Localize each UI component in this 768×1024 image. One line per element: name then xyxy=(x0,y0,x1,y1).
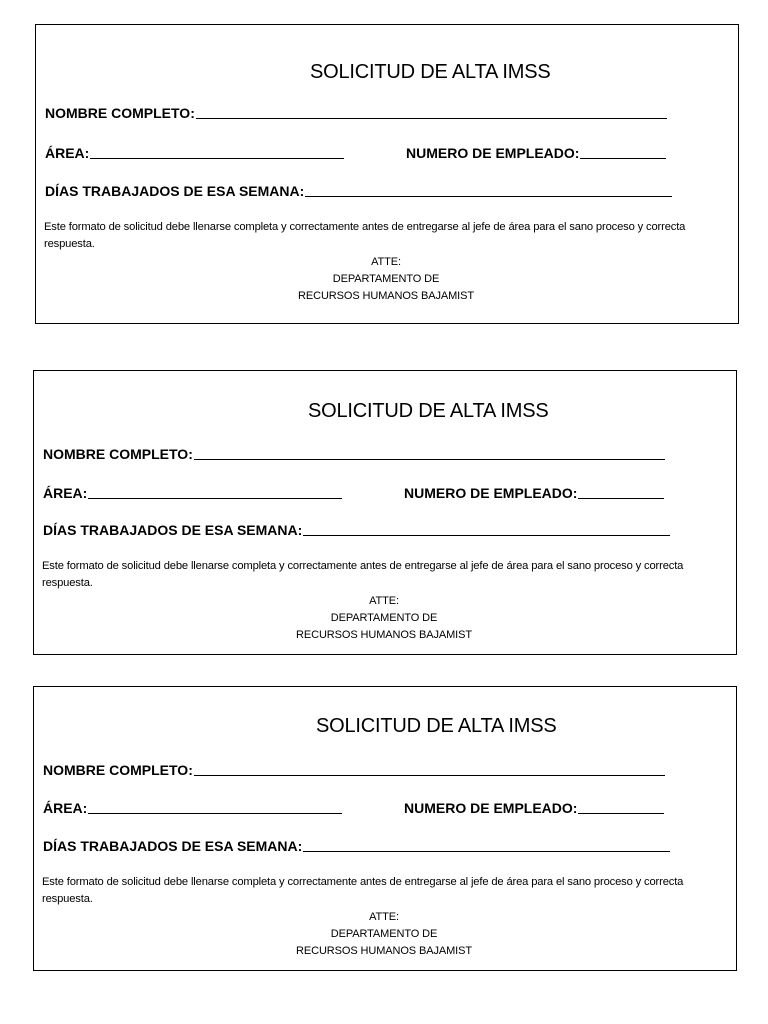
department-line-1: DEPARTAMENTO DE xyxy=(330,928,438,940)
area-blank-line[interactable] xyxy=(90,157,344,159)
nombre-label: NOMBRE COMPLETO: xyxy=(43,762,193,778)
form-card xyxy=(35,24,739,324)
nombre-blank-line[interactable] xyxy=(196,117,667,119)
dias-blank-line[interactable] xyxy=(303,850,670,852)
area-label: ÁREA: xyxy=(43,800,88,816)
nombre-blank-line[interactable] xyxy=(194,774,665,776)
empleado-field[interactable] xyxy=(404,485,664,501)
department-line-2: RECURSOS HUMANOS BAJAMIST xyxy=(298,290,474,302)
dias-label: DÍAS TRABAJADOS DE ESA SEMANA: xyxy=(43,838,303,854)
dias-label: DÍAS TRABAJADOS DE ESA SEMANA: xyxy=(43,522,303,538)
form-title: SOLICITUD DE ALTA IMSS xyxy=(308,400,549,422)
atte-label: ATTE: xyxy=(371,256,401,268)
empleado-label: NUMERO DE EMPLEADO: xyxy=(404,800,578,816)
signature-block xyxy=(276,254,496,305)
area-label: ÁREA: xyxy=(45,145,90,161)
empleado-field[interactable] xyxy=(404,800,664,816)
empleado-blank-line[interactable] xyxy=(578,812,664,814)
form-title: SOLICITUD DE ALTA IMSS xyxy=(316,715,557,737)
nombre-field[interactable] xyxy=(45,105,667,121)
form-card xyxy=(33,686,737,971)
signature-block xyxy=(274,909,494,960)
atte-label: ATTE: xyxy=(369,911,399,923)
dias-field[interactable] xyxy=(45,183,672,199)
department-line-2: RECURSOS HUMANOS BAJAMIST xyxy=(296,945,472,957)
empleado-label: NUMERO DE EMPLEADO: xyxy=(406,145,580,161)
dias-field[interactable] xyxy=(43,838,670,854)
empleado-blank-line[interactable] xyxy=(578,497,664,499)
nombre-blank-line[interactable] xyxy=(194,458,665,460)
area-blank-line[interactable] xyxy=(88,812,342,814)
nombre-field[interactable] xyxy=(43,446,665,462)
instructions-text: Este formato de solicitud debe llenarse completa y correctamente antes de entregarse al jefe de área para el sano proceso y correcta respuesta. xyxy=(42,876,684,905)
form-title: SOLICITUD DE ALTA IMSS xyxy=(310,61,551,83)
empleado-field[interactable] xyxy=(406,145,666,161)
dias-field[interactable] xyxy=(43,522,670,538)
area-label: ÁREA: xyxy=(43,485,88,501)
empleado-label: NUMERO DE EMPLEADO: xyxy=(404,485,578,501)
dias-blank-line[interactable] xyxy=(305,195,672,197)
area-field[interactable] xyxy=(45,145,344,161)
nombre-label: NOMBRE COMPLETO: xyxy=(45,105,195,121)
atte-label: ATTE: xyxy=(369,595,399,607)
area-blank-line[interactable] xyxy=(88,497,342,499)
nombre-field[interactable] xyxy=(43,762,665,778)
department-line-1: DEPARTAMENTO DE xyxy=(330,612,438,624)
department-line-1: DEPARTAMENTO DE xyxy=(332,273,440,285)
instructions-text: Este formato de solicitud debe llenarse completa y correctamente antes de entregarse al jefe de área para el sano proceso y correcta respuesta. xyxy=(42,560,684,589)
department-line-2: RECURSOS HUMANOS BAJAMIST xyxy=(296,629,472,641)
instructions-text: Este formato de solicitud debe llenarse completa y correctamente antes de entregarse al jefe de área para el sano proceso y correcta respuesta. xyxy=(44,221,686,250)
empleado-blank-line[interactable] xyxy=(580,157,666,159)
dias-blank-line[interactable] xyxy=(303,534,670,536)
form-card xyxy=(33,370,737,655)
signature-block xyxy=(274,593,494,644)
area-field[interactable] xyxy=(43,800,342,816)
area-field[interactable] xyxy=(43,485,342,501)
dias-label: DÍAS TRABAJADOS DE ESA SEMANA: xyxy=(45,183,305,199)
nombre-label: NOMBRE COMPLETO: xyxy=(43,446,193,462)
